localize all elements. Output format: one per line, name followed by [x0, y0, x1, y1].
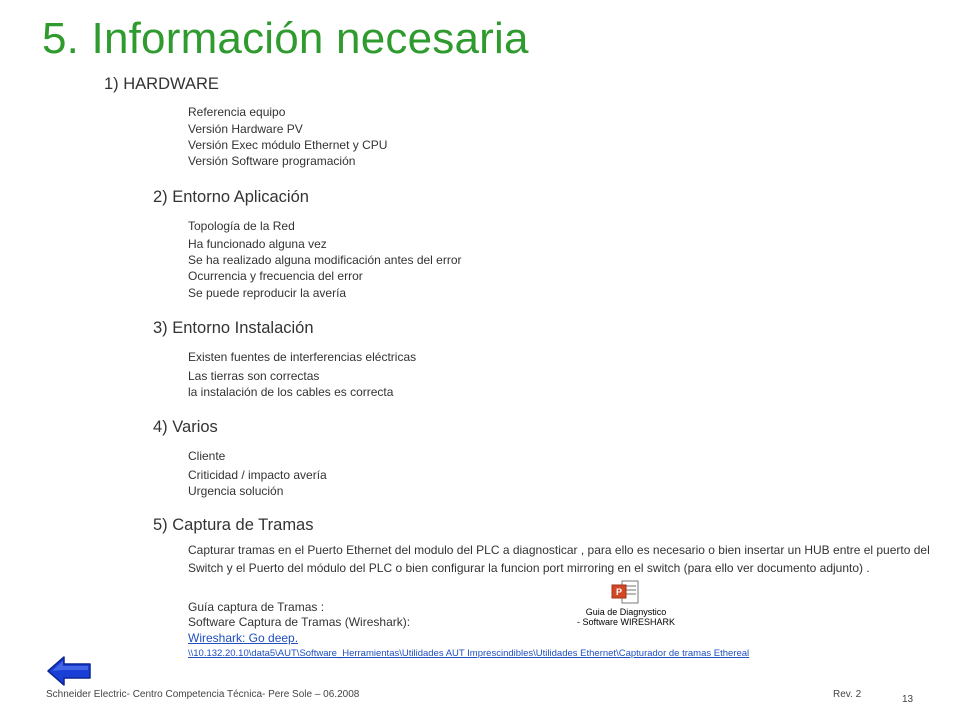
footer-revision: Rev. 2 — [833, 689, 862, 700]
page-number: 13 — [902, 694, 914, 705]
slide-title: 5. Información necesaria — [42, 14, 529, 63]
guide-label: Guía captura de Tramas : — [188, 600, 325, 614]
section-entorno-aplicacion-heading: 2) Entorno Aplicación — [153, 188, 309, 206]
wireshark-link[interactable]: Wireshark: Go deep. — [188, 631, 299, 645]
section-captura-tramas-heading: 5) Captura de Tramas — [153, 516, 314, 534]
captura-description: Capturar tramas en el Puerto Ethernet del modulo del PLC a diagnosticar , para ello es necesario o bien insertar un HUB entre el puerto del Switch y el Puerto del módulo del PLC o bien configurar la funcion port mirroring en el switch (para ello ver documento adjunto) . — [188, 543, 930, 575]
back-arrow-icon[interactable] — [46, 655, 92, 687]
attachment-line2: - Software WIRESHARK — [576, 617, 676, 627]
list-item: Topología de la Red — [188, 219, 295, 233]
software-label: Software Captura de Tramas (Wireshark): — [188, 615, 411, 629]
list-item: Referencia equipo — [188, 105, 286, 119]
list-item: Criticidad / impacto avería — [188, 468, 327, 482]
section-varios-heading: 4) Varios — [153, 418, 218, 436]
attachment-line1: Guia de Diagnystico — [585, 607, 667, 617]
attachment-label[interactable] — [560, 607, 692, 627]
list-item: Se ha realizado alguna modificación antes del error — [188, 253, 462, 267]
list-item: Ha funcionado alguna vez — [188, 237, 327, 251]
section-entorno-instalacion-heading: 3) Entorno Instalación — [153, 319, 314, 337]
list-item: Se puede reproducir la avería — [188, 286, 347, 300]
list-item: la instalación de los cables es correcta — [188, 385, 394, 399]
list-item: Existen fuentes de interferencias eléctricas — [188, 350, 417, 364]
list-item: Cliente — [188, 449, 226, 463]
list-item: Versión Exec módulo Ethernet y CPU — [188, 138, 388, 152]
section-hardware-heading: 1) HARDWARE — [104, 75, 219, 93]
list-item: Versión Hardware PV — [188, 122, 303, 136]
footer-credit: Schneider Electric- Centro Competencia Técnica- Pere Sole – 06.2008 — [46, 689, 360, 700]
list-item: Versión Software programación — [188, 154, 356, 168]
list-item: Urgencia solución — [188, 484, 284, 498]
list-item: Las tierras son correctas — [188, 369, 320, 383]
powerpoint-document-icon[interactable] — [611, 580, 641, 604]
tramas-path-link[interactable]: \\10.132.20.10\data5\AUT\Software_Herramientas\Utilidades AUT Imprescindibles\Utilidades Ethernet\Capturador de tramas Ethereal — [188, 648, 750, 659]
list-item: Ocurrencia y frecuencia del error — [188, 269, 363, 283]
svg-text:P: P — [615, 587, 623, 597]
